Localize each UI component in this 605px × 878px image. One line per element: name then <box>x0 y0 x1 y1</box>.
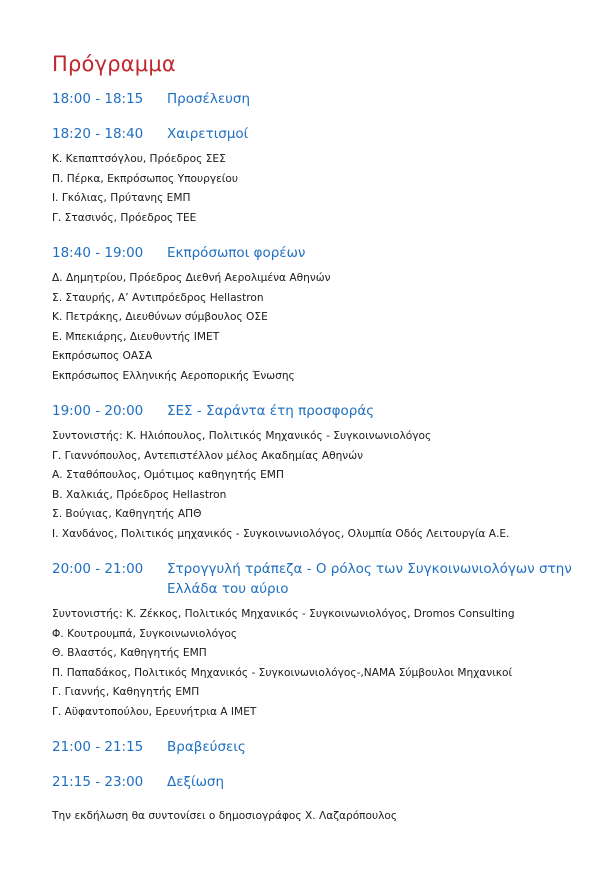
participant-line: Γ. Στασινός, Πρόεδρος ΤΕΕ <box>52 211 197 224</box>
participant-list <box>52 269 592 386</box>
program-page <box>52 52 592 827</box>
section-heading: ΣΕΣ - Σαράντα έτη προσφοράς <box>167 403 375 419</box>
participant-line: Σ. Σταυρής, Α’ Αντιπρόεδρος Hellastron <box>52 291 264 304</box>
section-heading: Χαιρετισμοί <box>167 126 249 142</box>
participant-line: Κ. Πετράκης, Διευθύνων σύμβουλος ΟΣΕ <box>52 311 268 323</box>
section-header <box>52 89 592 109</box>
schedule-section <box>52 737 592 757</box>
section-heading: Δεξίωση <box>167 774 225 790</box>
participant-line: Εκπρόσωπος ΟΑΣΑ <box>52 350 153 362</box>
section-time: 20:00 - 21:00 <box>52 561 144 577</box>
participant-list <box>52 427 592 544</box>
section-heading: Προσέλευση <box>167 91 251 107</box>
participant-line: Κ. Κεπαπτσόγλου, Πρόεδρος ΣΕΣ <box>52 153 226 165</box>
section-heading: Στρογγυλή τράπεζα - Ο ρόλος των Συγκοινωνιολόγων στην Ελλάδα του αύριο <box>167 561 572 597</box>
participant-line: Γ. Αϋφαντοπούλου, Ερευνήτρια Α ΙΜΕΤ <box>52 705 257 718</box>
participant-line: Ι. Χανδάνος, Πολιτικός μηχανικός - Συγκοινωνιολόγος, Ολυμπία Οδός Λειτουργία Α.Ε. <box>52 527 510 540</box>
participant-line: Γ. Γιαννόπουλος, Αντεπιστέλλον μέλος Ακαδημίας Αθηνών <box>52 449 363 462</box>
section-time: 18:40 - 19:00 <box>52 245 144 261</box>
schedule-section <box>52 772 592 792</box>
section-heading: Εκπρόσωποι φορέων <box>167 245 306 261</box>
participant-line: Δ. Δημητρίου, Πρόεδρος Διεθνή Αερολιμένα Αθηνών <box>52 272 331 284</box>
participant-list <box>52 605 592 722</box>
participant-line: Εκπρόσωπος Ελληνικής Αεροπορικής Ένωσης <box>52 369 295 382</box>
participant-line: Θ. Βλαστός, Καθηγητής ΕΜΠ <box>52 647 207 659</box>
section-header <box>52 243 592 263</box>
participant-line: Ε. Μπεκιάρης, Διευθυντής ΙΜΕΤ <box>52 330 220 343</box>
participant-line: Π. Παπαδάκος, Πολιτικός Μηχανικός - Συγκοινωνιολόγος-,NAMA Σύμβουλοι Μηχανικοί <box>52 666 513 679</box>
page-title: Πρόγραμμα <box>52 52 176 76</box>
participant-line: Συντονιστής: Κ. Ηλιόπουλος, Πολιτικός Μηχανικός - Συγκοινωνιολόγος <box>52 430 432 442</box>
section-header <box>52 559 592 599</box>
section-time: 18:20 - 18:40 <box>52 126 144 142</box>
schedule-section <box>52 89 592 109</box>
participant-list <box>52 150 592 228</box>
schedule-section <box>52 243 592 386</box>
participant-line: Φ. Κουτρουμπά, Συγκοινωνιολόγος <box>52 627 238 640</box>
participant-line: Γ. Γιαννής, Καθηγητής ΕΜΠ <box>52 686 200 698</box>
schedule-section <box>52 559 592 722</box>
section-header <box>52 772 592 792</box>
participant-line: Συντονιστής: Κ. Ζέκκος, Πολιτικός Μηχανικός - Συγκοινωνιολόγος, Dromos Consulting <box>52 608 515 620</box>
schedule-section <box>52 124 592 228</box>
schedule-section <box>52 401 592 544</box>
section-header <box>52 737 592 757</box>
section-time: 18:00 - 18:15 <box>52 91 144 107</box>
section-time: 21:00 - 21:15 <box>52 739 144 755</box>
section-time: 21:15 - 23:00 <box>52 774 144 790</box>
section-header <box>52 401 592 421</box>
schedule-sections <box>52 89 592 792</box>
participant-line: Ι. Γκόλιας, Πρύτανης ΕΜΠ <box>52 192 191 204</box>
participant-line: Α. Σταθόπουλος, Ομότιμος καθηγητής ΕΜΠ <box>52 469 284 481</box>
section-heading: Βραβεύσεις <box>167 739 246 755</box>
participant-line: Σ. Βούγιας, Καθηγητής ΑΠΘ <box>52 508 202 520</box>
participant-line: Β. Χαλκιάς, Πρόεδρος Hellastron <box>52 488 227 501</box>
participant-line: Π. Πέρκα, Εκπρόσωπος Υπουργείου <box>52 172 239 185</box>
section-time: 19:00 - 20:00 <box>52 403 144 419</box>
moderator-note: Την εκδήλωση θα συντονίσει ο δημοσιογράφος Χ. Λαζαρόπουλος <box>52 810 398 822</box>
section-header <box>52 124 592 144</box>
